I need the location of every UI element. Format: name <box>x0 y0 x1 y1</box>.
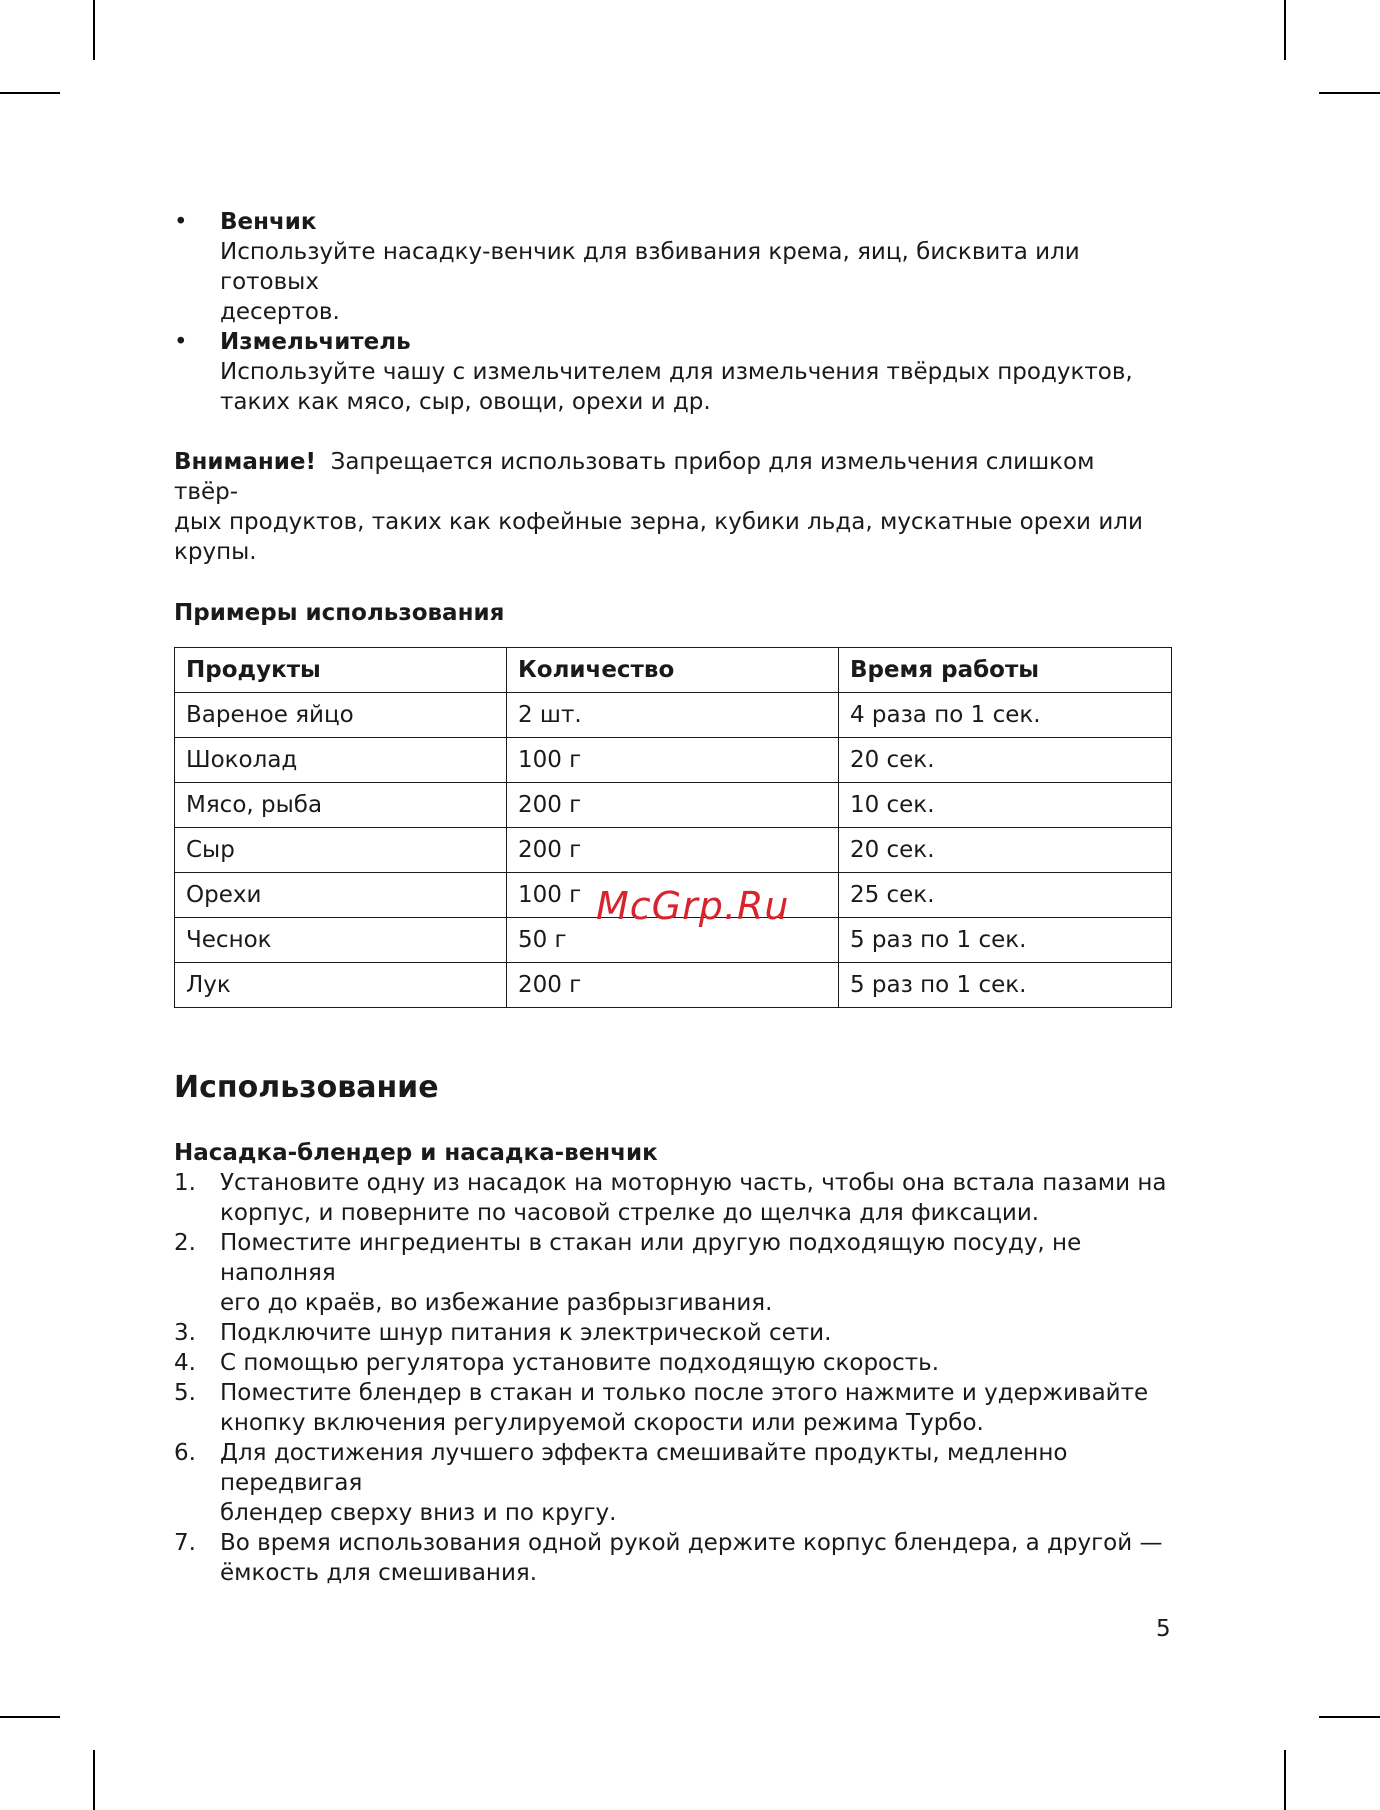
table-row <box>175 783 1172 828</box>
table-cell: 25 сек. <box>838 873 1171 918</box>
step-line: С помощью регулятора установите подходящую скорость. <box>220 1350 940 1376</box>
crop-mark <box>1319 92 1380 94</box>
table-cell: 200 г <box>506 783 838 828</box>
table-cell: 20 сек. <box>838 828 1171 873</box>
bullet-dot-icon: • <box>174 329 188 355</box>
examples-title: Примеры использования <box>174 600 505 626</box>
table-row <box>175 963 1172 1008</box>
table-cell: Вареное яйцо <box>175 693 507 738</box>
bullet-dot-icon: • <box>174 209 188 235</box>
step-line: блендер сверху вниз и по кругу. <box>220 1500 617 1526</box>
list-item <box>174 1378 1174 1438</box>
bullet-title: Измельчитель <box>220 329 411 355</box>
list-item <box>174 1318 1174 1348</box>
step-line: корпус, и поверните по часовой стрелке до щелчка для фиксации. <box>220 1200 1040 1226</box>
table-cell: 5 раз по 1 сек. <box>838 918 1171 963</box>
table-header-row <box>175 648 1172 693</box>
table-cell: Чеснок <box>175 918 507 963</box>
table-header-cell: Продукты <box>175 648 507 693</box>
steps-list <box>174 1168 1174 1588</box>
crop-mark <box>0 92 60 94</box>
table-cell: Мясо, рыба <box>175 783 507 828</box>
bullet-chopper <box>174 327 1174 417</box>
table-cell: 2 шт. <box>506 693 838 738</box>
step-number: 2. <box>174 1230 196 1256</box>
section-title: Использование <box>174 1070 439 1105</box>
table-row <box>175 828 1172 873</box>
warning-line: Запрещается использовать прибор для измельчения слишком твёр- <box>174 449 1095 505</box>
step-line: его до краёв, во избежание разбрызгивания. <box>220 1290 773 1316</box>
step-number: 4. <box>174 1350 196 1376</box>
bullet-whisk <box>174 207 1174 327</box>
warning-line: дых продуктов, таких как кофейные зерна, кубики льда, мускатные орехи или <box>174 509 1143 535</box>
warning-paragraph <box>174 447 1164 567</box>
crop-mark <box>1284 0 1286 60</box>
page-number: 5 <box>1156 1616 1171 1642</box>
step-line: Поместите блендер в стакан и только после этого нажмите и удерживайте <box>220 1380 1149 1406</box>
bullet-title: Венчик <box>220 209 317 235</box>
bullet-line: таких как мясо, сыр, овощи, орехи и др. <box>220 389 711 415</box>
table-cell: 100 г <box>506 873 838 918</box>
crop-mark <box>93 0 95 60</box>
step-line: Во время использования одной рукой держите корпус блендера, а другой — <box>220 1530 1163 1556</box>
warning-label: Внимание! <box>174 449 316 475</box>
table-cell: Сыр <box>175 828 507 873</box>
watermark: McGrp.Ru <box>596 884 790 928</box>
crop-mark <box>1319 1716 1380 1718</box>
step-line: Поместите ингредиенты в стакан или другую подходящую посуду, не наполняя <box>220 1230 1082 1286</box>
crop-mark <box>1284 1750 1286 1810</box>
list-item <box>174 1168 1174 1228</box>
crop-mark <box>93 1750 95 1810</box>
list-item <box>174 1228 1174 1318</box>
table-row <box>175 693 1172 738</box>
step-number: 5. <box>174 1380 196 1406</box>
list-item <box>174 1348 1174 1378</box>
step-line: кнопку включения регулируемой скорости или режима Турбо. <box>220 1410 984 1436</box>
subsection-title: Насадка-блендер и насадка-венчик <box>174 1140 658 1166</box>
step-line: ёмкость для смешивания. <box>220 1560 538 1586</box>
step-number: 6. <box>174 1440 196 1466</box>
table-header-cell: Время работы <box>838 648 1171 693</box>
table-cell: Лук <box>175 963 507 1008</box>
table-cell: 4 раза по 1 сек. <box>838 693 1171 738</box>
list-item <box>174 1528 1174 1588</box>
step-number: 1. <box>174 1170 196 1196</box>
table-row <box>175 738 1172 783</box>
table-cell: 50 г <box>506 918 838 963</box>
step-line: Для достижения лучшего эффекта смешивайте продукты, медленно передвигая <box>220 1440 1068 1496</box>
table-cell: 10 сек. <box>838 783 1171 828</box>
table-cell: 20 сек. <box>838 738 1171 783</box>
bullet-line: десертов. <box>220 299 340 325</box>
table-cell: 200 г <box>506 963 838 1008</box>
bullet-line: Используйте насадку-венчик для взбивания крема, яиц, бисквита или готовых <box>220 239 1080 295</box>
step-line: Подключите шнур питания к электрической сети. <box>220 1320 832 1346</box>
list-item <box>174 1438 1174 1528</box>
crop-mark <box>0 1716 60 1718</box>
table-cell: Шоколад <box>175 738 507 783</box>
step-line: Установите одну из насадок на моторную часть, чтобы она встала пазами на <box>220 1170 1167 1196</box>
bullet-line: Используйте чашу с измельчителем для измельчения твёрдых продуктов, <box>220 359 1133 385</box>
usage-table <box>174 647 1172 1008</box>
table-header-cell: Количество <box>506 648 838 693</box>
step-number: 3. <box>174 1320 196 1346</box>
table-cell: Орехи <box>175 873 507 918</box>
warning-line: крупы. <box>174 539 257 565</box>
step-number: 7. <box>174 1530 196 1556</box>
table-cell: 5 раз по 1 сек. <box>838 963 1171 1008</box>
table-cell: 100 г <box>506 738 838 783</box>
table-cell: 200 г <box>506 828 838 873</box>
